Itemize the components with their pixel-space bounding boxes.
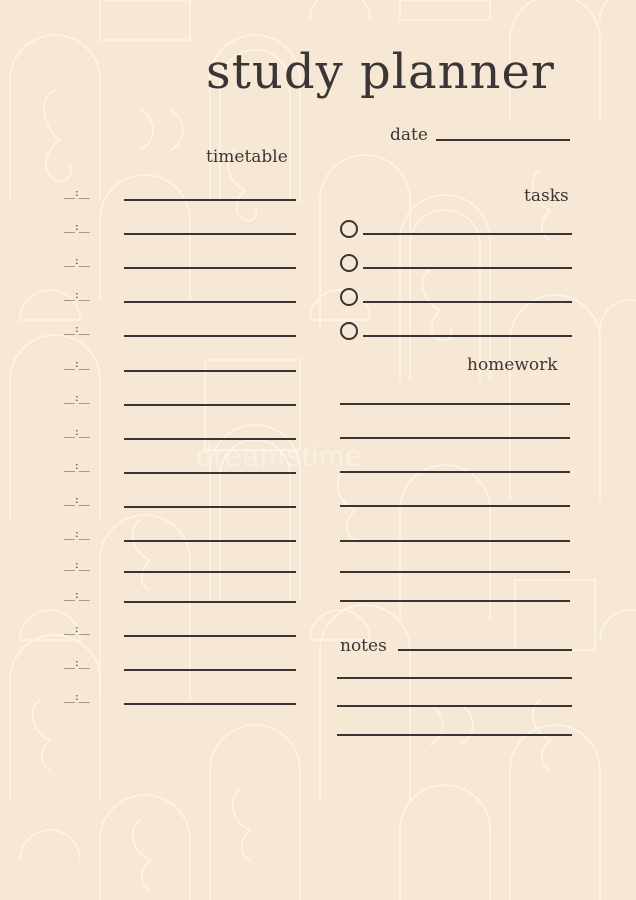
timetable-entry-line[interactable] [124, 571, 296, 573]
timetable-entry-line[interactable] [124, 233, 296, 235]
timetable-entry-line[interactable] [124, 199, 296, 201]
task-checkbox-icon[interactable] [340, 322, 358, 340]
homework-heading: homework [467, 355, 558, 375]
time-slot[interactable]: __:__ [64, 357, 90, 370]
timetable-heading: timetable [206, 147, 288, 167]
time-slot[interactable]: __:__ [64, 622, 90, 635]
task-entry-line[interactable] [363, 267, 572, 269]
homework-entry-line[interactable] [340, 505, 570, 507]
homework-entry-line[interactable] [340, 540, 570, 542]
time-slot[interactable]: __:__ [64, 493, 90, 506]
timetable-entry-line[interactable] [124, 540, 296, 542]
task-entry-line[interactable] [363, 301, 572, 303]
timetable-entry-line[interactable] [124, 506, 296, 508]
time-slot[interactable]: __:__ [64, 527, 90, 540]
time-slot[interactable]: __:__ [64, 425, 90, 438]
tasks-heading: tasks [524, 186, 569, 206]
timetable-entry-line[interactable] [124, 370, 296, 372]
time-slot[interactable]: __:__ [64, 220, 90, 233]
date-input-line[interactable] [436, 139, 570, 141]
time-slot[interactable]: __:__ [64, 656, 90, 669]
timetable-entry-line[interactable] [124, 601, 296, 603]
notes-entry-line[interactable] [337, 705, 572, 707]
time-slot[interactable]: __:__ [64, 391, 90, 404]
time-slot[interactable]: __:__ [64, 690, 90, 703]
time-slot[interactable]: __:__ [64, 322, 90, 335]
notes-entry-line[interactable] [398, 649, 572, 651]
task-checkbox-icon[interactable] [340, 254, 358, 272]
date-label: date [390, 125, 428, 145]
page-title: study planner [206, 44, 555, 100]
homework-entry-line[interactable] [340, 471, 570, 473]
timetable-entry-line[interactable] [124, 703, 296, 705]
homework-entry-line[interactable] [340, 437, 570, 439]
notes-entry-line[interactable] [337, 677, 572, 679]
task-checkbox-icon[interactable] [340, 220, 358, 238]
timetable-entry-line[interactable] [124, 669, 296, 671]
task-entry-line[interactable] [363, 233, 572, 235]
task-checkbox-icon[interactable] [340, 288, 358, 306]
timetable-entry-line[interactable] [124, 404, 296, 406]
watermark: dreamstime [196, 440, 363, 473]
time-slot[interactable]: __:__ [64, 254, 90, 267]
timetable-entry-line[interactable] [124, 635, 296, 637]
timetable-entry-line[interactable] [124, 335, 296, 337]
time-slot[interactable]: __:__ [64, 186, 90, 199]
time-slot[interactable]: __:__ [64, 288, 90, 301]
timetable-entry-line[interactable] [124, 267, 296, 269]
time-slot[interactable]: __:__ [64, 588, 90, 601]
task-entry-line[interactable] [363, 335, 572, 337]
notes-entry-line[interactable] [337, 734, 572, 736]
timetable-entry-line[interactable] [124, 301, 296, 303]
notes-heading: notes [340, 636, 387, 656]
homework-entry-line[interactable] [340, 571, 570, 573]
homework-entry-line[interactable] [340, 403, 570, 405]
homework-entry-line[interactable] [340, 600, 570, 602]
time-slot[interactable]: __:__ [64, 558, 90, 571]
time-slot[interactable]: __:__ [64, 459, 90, 472]
